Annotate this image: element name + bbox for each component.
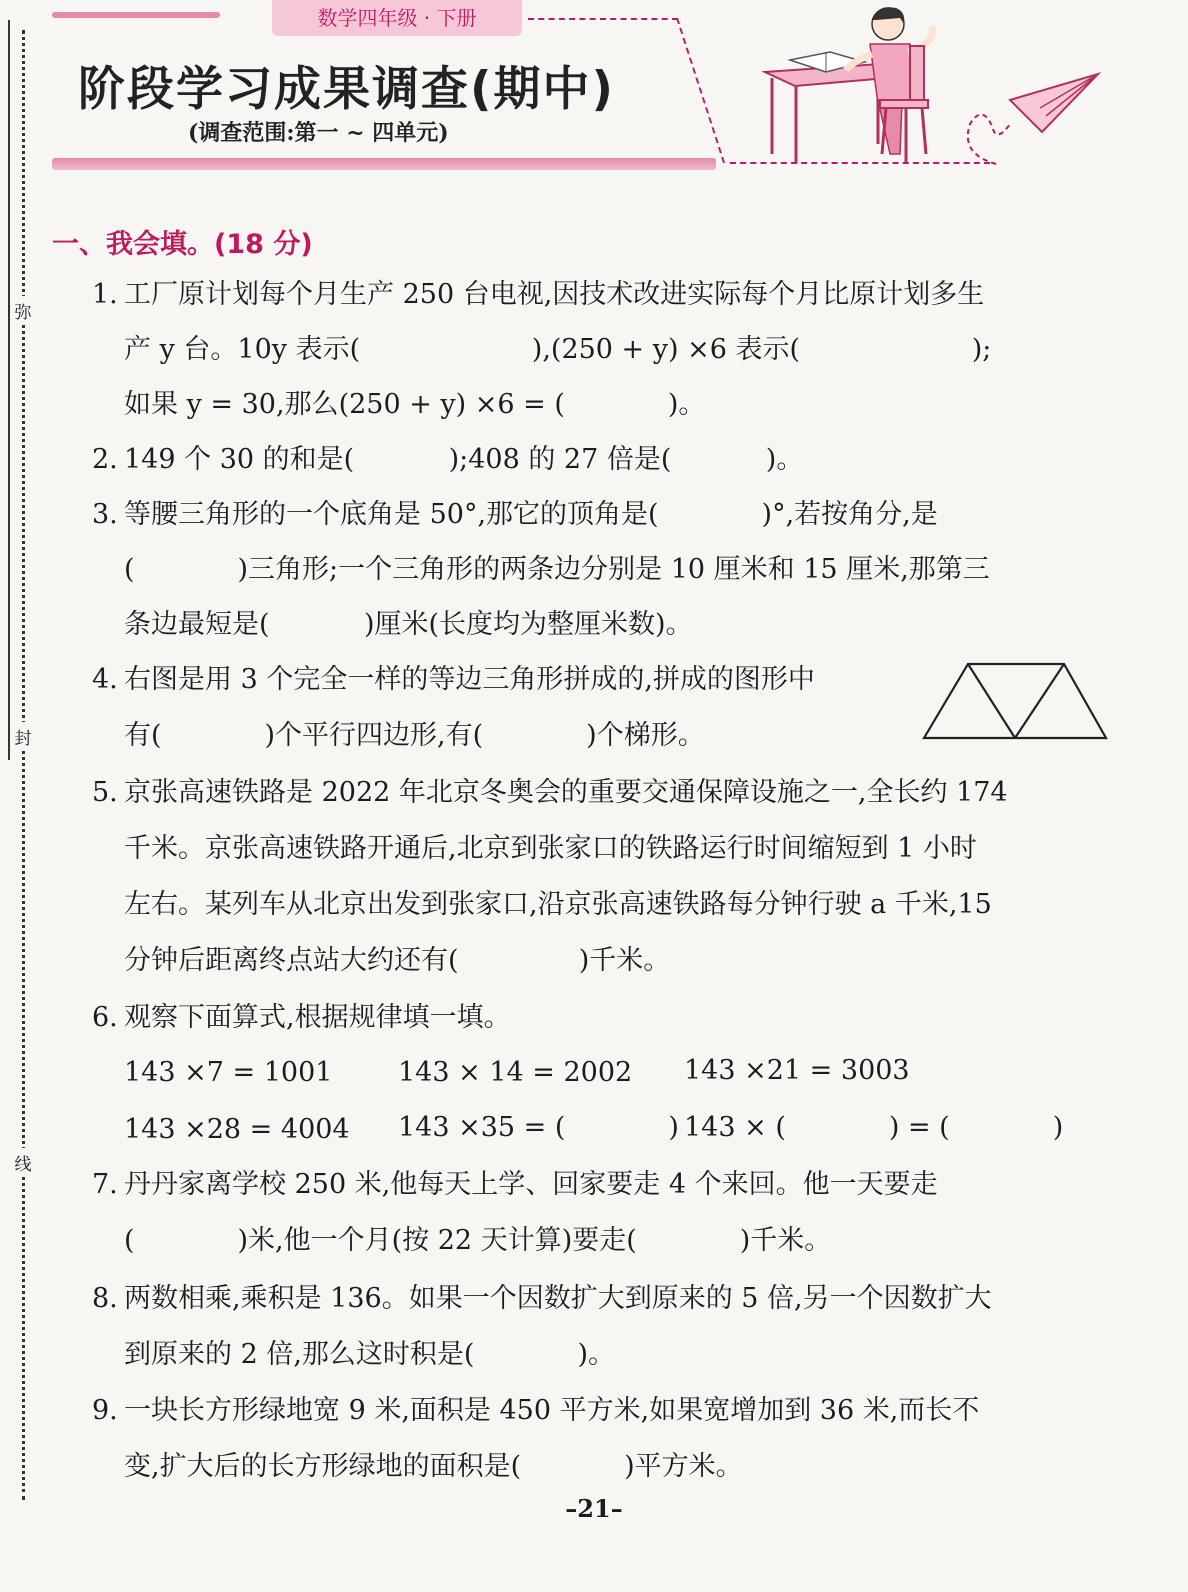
question-5-number: 5. [92,777,118,808]
paper-plane-icon [968,74,1098,164]
binding-char-mi: 弥 [12,296,34,325]
page-subtitle: (调查范围:第一 ~ 四单元) [188,120,449,146]
series-tab: 数学四年级 · 下册 [272,0,522,36]
section-title: 一、我会填。(18 分) [52,229,313,260]
question-8-line-1: 两数相乘,乘积是 136。如果一个因数扩大到原来的 5 倍,另一个因数扩大 [124,1283,992,1314]
question-9-number: 9. [92,1395,118,1426]
question-8-line-2: 到原来的 2 倍,那么这时积是( )。 [124,1339,615,1370]
header-dashed-line [528,18,678,20]
binding-dotted-line [22,30,25,1500]
question-3-line-2: ( )三角形;一个三角形的两条边分别是 10 厘米和 15 厘米,那第三 [124,554,990,585]
question-9-line-2: 变,扩大后的长方形绿地的面积是( )平方米。 [124,1451,743,1482]
binding-edge-line [8,20,10,760]
title-underline-bar [52,158,716,170]
question-1-line-2: 产 y 台。10y 表示( ),(250 + y) ×6 表示( ); [124,334,992,365]
page-number: –21– [565,1494,623,1523]
question-3-number: 3. [92,499,118,530]
question-7-line-1: 丹丹家离学校 250 米,他每天上学、回家要走 4 个来回。他一天要走 [124,1169,938,1200]
pattern-row1-item3: 143 ×21 = 3003 [684,1055,910,1086]
student-reading-illustration [760,4,1120,174]
question-7-line-2: ( )米,他一个月(按 22 天计算)要走( )千米。 [124,1225,832,1256]
question-4-line-2: 有( )个平行四边形,有( )个梯形。 [124,720,705,751]
question-1-line-3: 如果 y = 30,那么(250 + y) ×6 = ( )。 [124,389,706,420]
question-3-line-1: 等腰三角形的一个底角是 50°,那它的顶角是( )°,若按角分,是 [124,499,938,530]
question-5-line-4: 分钟后距离终点站大约还有( )千米。 [124,945,671,976]
question-1-line-1: 工厂原计划每个月生产 250 台电视,因技术改进实际每个月比原计划多生 [124,279,985,310]
page-title: 阶段学习成果调查(期中) [78,62,615,117]
pattern-row1-item1: 143 ×7 = 1001 [124,1057,333,1088]
question-2-line-1: 149 个 30 的和是( );408 的 27 倍是( )。 [124,444,804,475]
binding-char-feng: 封 [12,722,34,751]
pattern-row2-item3: 143 × ( ) = ( ) [684,1112,1064,1143]
question-5-line-1: 京张高速铁路是 2022 年北京冬奥会的重要交通保障设施之一,全长约 174 [124,777,1008,808]
question-4-number: 4. [92,664,118,695]
question-5-line-2: 千米。京张高速铁路开通后,北京到张家口的铁路运行时间缩短到 1 小时 [124,833,977,864]
question-2-number: 2. [92,444,118,475]
header-accent-bar [52,12,220,18]
question-1-number: 1. [92,279,118,310]
question-8-number: 8. [92,1283,118,1314]
question-4-line-1: 右图是用 3 个完全一样的等边三角形拼成的,拼成的图形中 [124,664,815,695]
pattern-row2-item2: 143 ×35 = ( ) [398,1112,679,1143]
question-3-line-3: 条边最短是( )厘米(长度均为整厘米数)。 [124,609,693,640]
question-6-line-1: 观察下面算式,根据规律填一填。 [124,1002,511,1033]
binding-char-xian: 线 [12,1148,34,1177]
question-5-line-3: 左右。某列车从北京出发到张家口,沿京张高速铁路每分钟行驶 a 千米,15 [124,889,992,920]
question-6-number: 6. [92,1002,118,1033]
question-7-number: 7. [92,1169,118,1200]
pattern-row2-item1: 143 ×28 = 4004 [124,1114,350,1145]
triangles-figure [920,660,1110,742]
pattern-row1-item2: 143 × 14 = 2002 [398,1057,633,1088]
question-9-line-1: 一块长方形绿地宽 9 米,面积是 450 平方米,如果宽增加到 36 米,而长不 [124,1395,980,1426]
header-dashed-diagonal [676,18,727,163]
